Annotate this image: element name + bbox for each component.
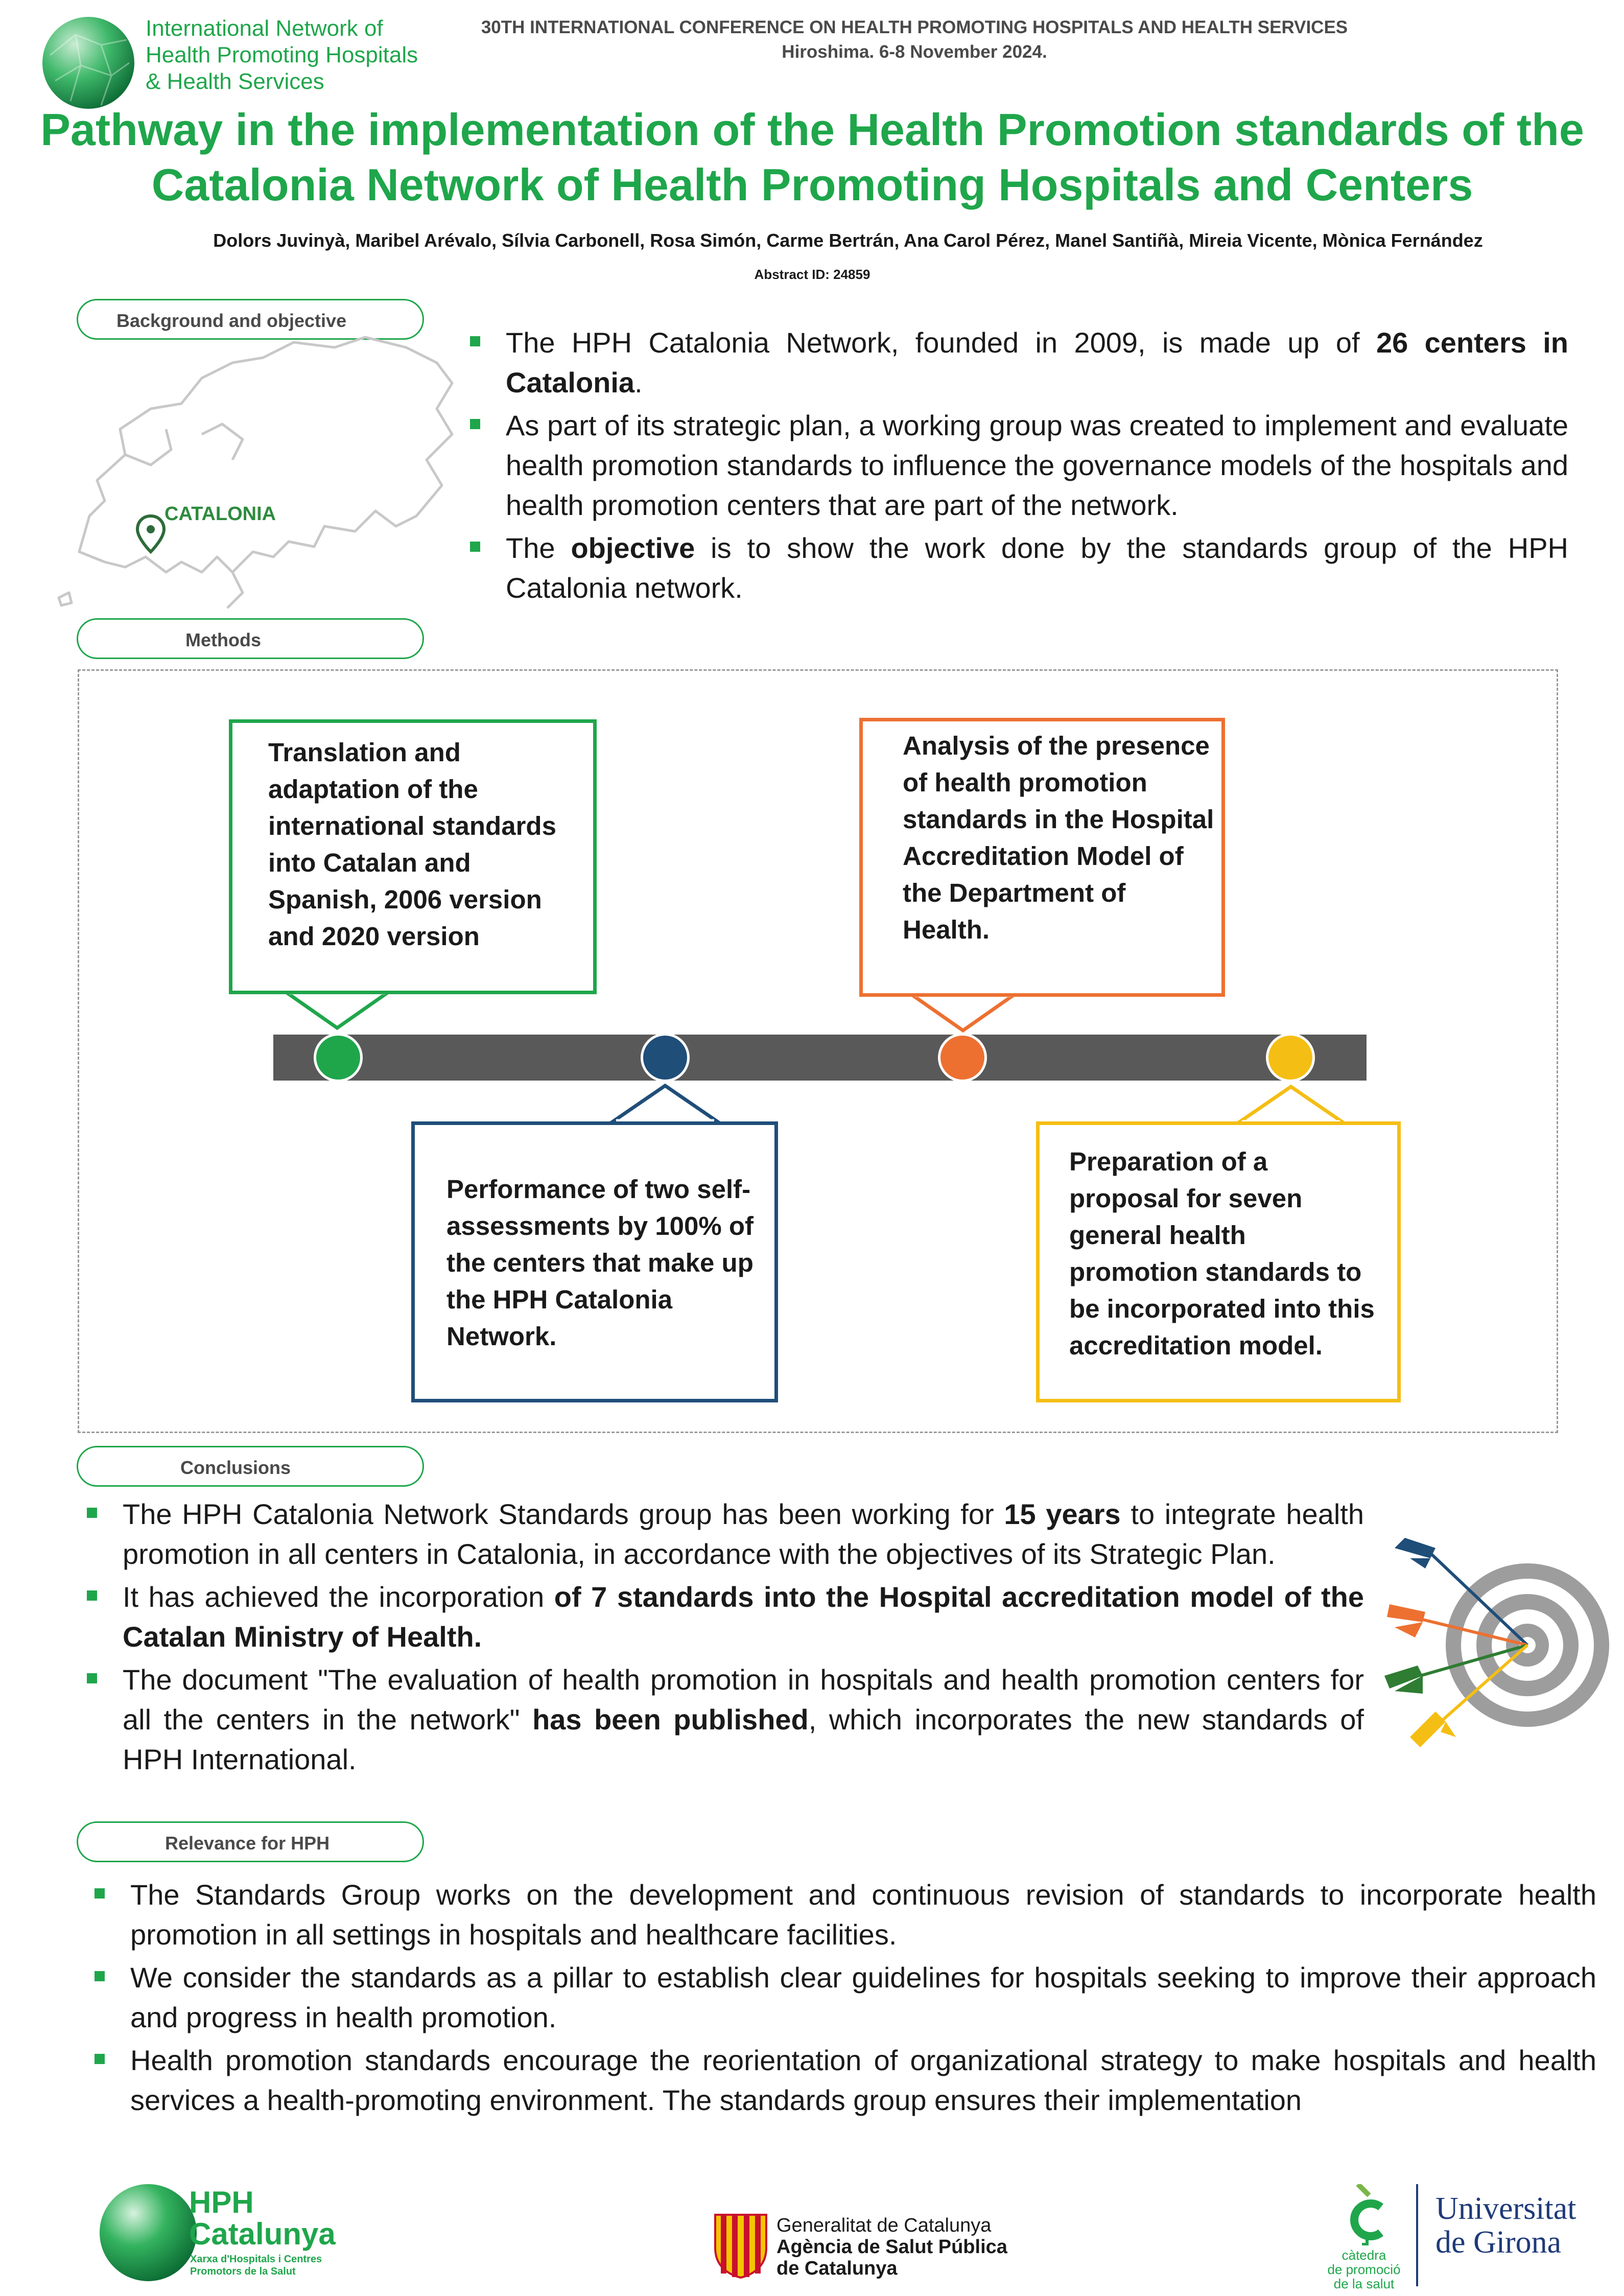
text: .	[634, 366, 643, 399]
text: As part of its strategic plan, a working group was created to implement and evaluate health promotion standards to influence the governance models of the hospitals and health promotion centers that are part of the network.	[506, 409, 1568, 521]
target-arrows-illustration	[1374, 1528, 1614, 1763]
target-icon	[1374, 1528, 1614, 1763]
list-item	[87, 1660, 1364, 1779]
logo-line: càtedra	[1341, 2247, 1386, 2263]
authors: Dolors Juvinyà, Maribel Arévalo, Sílvia Carbonell, Rosa Simón, Carme Bertrán, Ana Carol Pérez, Manel Santiñà, Mireia Vicente, Mònica Fernández	[213, 230, 1483, 251]
text: The HPH Catalonia Network Standards group has been working for	[123, 1498, 1004, 1530]
text: , which incorporates the new standards of HPH International.	[123, 1703, 1364, 1775]
org-name-line: & Health Services	[146, 69, 324, 94]
logo-line: de Catalunya	[776, 2258, 898, 2279]
logo-line: HPH	[189, 2185, 254, 2219]
section-label: Background and objective	[116, 310, 347, 331]
logo-line: de promoció	[1327, 2262, 1401, 2277]
logo-line: Catalunya	[189, 2217, 336, 2251]
hph-catalunya-name	[189, 2187, 336, 2250]
footer-divider	[1416, 2184, 1418, 2286]
method-step3-box	[859, 718, 1225, 997]
logo-line: de Girona	[1435, 2225, 1562, 2260]
catedra-logo-mark	[1343, 2184, 1388, 2245]
c-cedilla-icon	[1343, 2184, 1388, 2245]
method-step2-text: Performance of two self-assessments by 100% of the centers that make up the HPH Catalonia Network.	[446, 1175, 754, 1351]
hph-catalunya-logo	[97, 2182, 199, 2284]
text: The document "The evaluation of health promotion in hospitals and health promotion centers for all the centers in the network"	[123, 1664, 1364, 1736]
conference-name: 30TH INTERNATIONAL CONFERENCE ON HEALTH PROMOTING HOSPITALS AND HEALTH SERVICES	[481, 17, 1348, 37]
list-item: Health promotion standards encourage the reorientation of organizational strategy to make hospitals and health services a health-promoting environment. The standards group ensures their implementation	[95, 2041, 1596, 2120]
logo-line: Generalitat de Catalunya	[776, 2215, 992, 2236]
list-item: We consider the standards as a pillar to establish clear guidelines for hospitals seeking to improve their approach and progress in health promotion.	[95, 1958, 1596, 2037]
bold-text: 26 centers in Catalonia	[506, 326, 1568, 399]
list-item	[87, 1494, 1364, 1574]
title-line: Catalonia Network of Health Promoting Hospitals and Centers	[151, 159, 1473, 210]
section-label: Relevance for HPH	[165, 1833, 330, 1854]
section-label: Methods	[185, 629, 261, 650]
text: is to show the work done by the standards group of the HPH Catalonia network.	[506, 532, 1568, 604]
logo-line: Xarxa d'Hospitals i Centres	[190, 2254, 322, 2265]
catedra-text	[1318, 2248, 1410, 2291]
text: It has achieved the incorporation	[123, 1581, 554, 1613]
logo-line: Agència de Salut Pública	[776, 2236, 1007, 2258]
org-name-line: International Network of	[146, 16, 383, 41]
method-step3-text: Analysis of the presence of health promotion standards in the Hospital Accreditation Model of the Department of Health.	[903, 731, 1214, 944]
abstract-id: Abstract ID: 24859	[754, 267, 870, 282]
generalitat-emblem	[713, 2212, 769, 2279]
section-relevance-header	[77, 1821, 424, 1862]
bold-text: objective	[571, 532, 695, 564]
udg-logo	[1435, 2192, 1576, 2259]
hph-catalunya-subtitle	[190, 2253, 322, 2278]
list-item: The Standards Group works on the development and continuous revision of standards to incorporate health promotion in all settings in hospitals and healthcare facilities.	[95, 1875, 1596, 1955]
text: The	[506, 532, 571, 564]
bold-text: has been published	[532, 1703, 809, 1736]
relevance-list	[95, 1875, 1596, 2120]
method-step1-text: Translation and adaptation of the international standards into Catalan and Spanish, 2006 version and 2020 version	[268, 738, 556, 951]
method-step4-text: Preparation of a proposal for seven general health promotion standards to be incorporated into this accreditation model.	[1069, 1147, 1375, 1360]
text: to integrate health promotion in all centers in Catalonia, in accordance with the objectives of its Strategic Plan.	[123, 1498, 1364, 1570]
bold-text: of 7 standards into the Hospital accreditation model of the Catalan Ministry of Health.	[123, 1581, 1364, 1653]
conclusions-text	[87, 1494, 1364, 1783]
section-label: Conclusions	[180, 1457, 291, 1478]
title-line: Pathway in the implementation of the Health Promotion standards of the	[40, 104, 1584, 155]
method-step4-box	[1036, 1121, 1401, 1402]
generalitat-text	[776, 2215, 1007, 2279]
logo-line: Promotors de la Salut	[190, 2266, 296, 2277]
section-conclusions-header	[77, 1446, 424, 1487]
logo-line: de la salut	[1333, 2276, 1395, 2291]
conclusions-list	[87, 1494, 1364, 1779]
conference-place-date: Hiroshima. 6-8 November 2024.	[782, 42, 1047, 62]
method-step2-box	[411, 1121, 778, 1402]
method-step1-box	[229, 719, 597, 994]
org-name-line: Health Promoting Hospitals	[146, 42, 418, 67]
relevance-text	[95, 1875, 1596, 2123]
text: The HPH Catalonia Network, founded in 2009, is made up of	[506, 326, 1376, 359]
sphere-icon	[97, 2182, 199, 2284]
logo-line: Universitat	[1435, 2191, 1576, 2226]
map-label: CATALONIA	[164, 503, 276, 525]
list-item	[87, 1577, 1364, 1657]
shield-icon	[713, 2212, 769, 2279]
bold-text: 15 years	[1004, 1498, 1121, 1530]
